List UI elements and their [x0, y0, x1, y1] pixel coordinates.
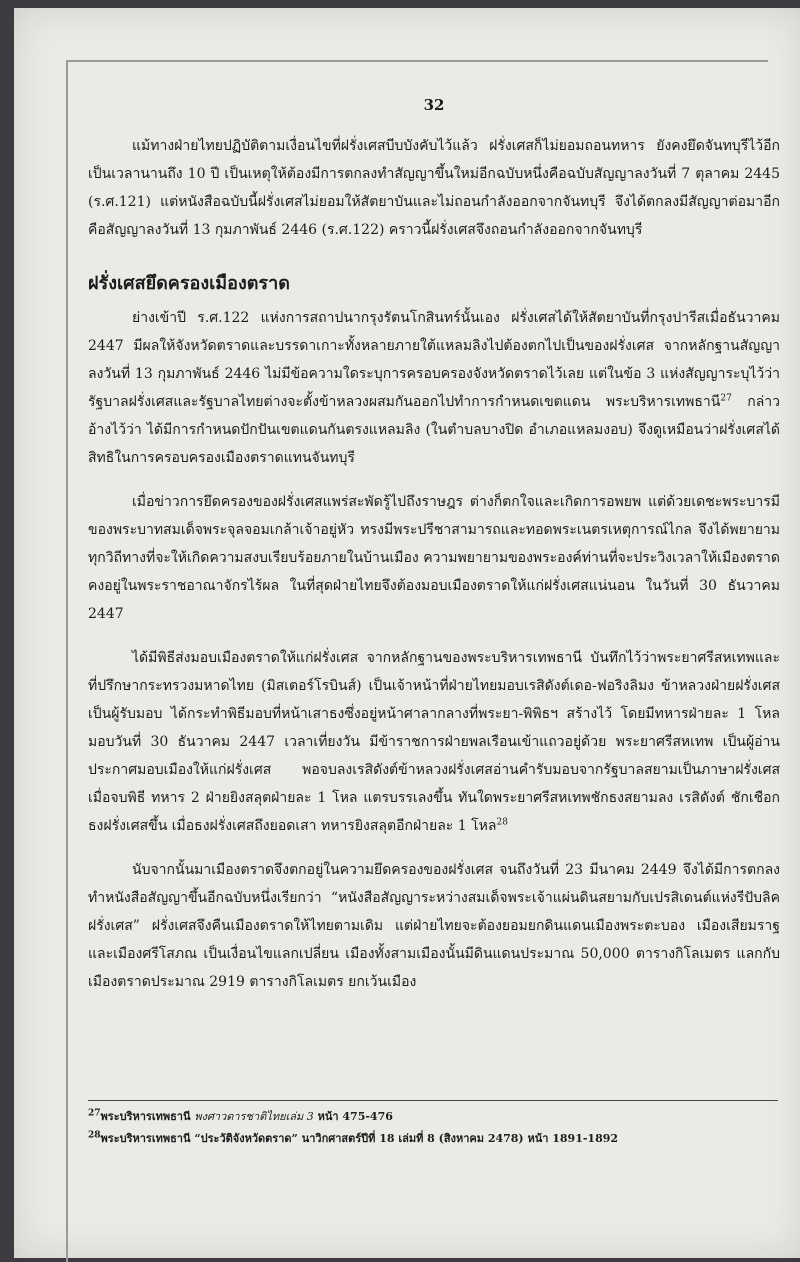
- paragraph-3: เมื่อข่าวการยึดครองของฝรั่งเศสแพร่สะพัดรู้ไปถึงราษฎร ต่างก็ตกใจและเกิดการอพยพ แต่ด้วยเดชะพระบารมีของพระบาทสมเด็จพระจุลจอมเกล้าเจ้าอยู่หัว ทรงมีพระปรีชาสามารถและทอดพระเนตรเหตุการณ์ไกล จึงได้พยายามทุกวิถีทางที่จะให้เกิดความสงบเรียบร้อยภายในบ้านเมือง ความพยายามของพระองค์ท่านที่จะประวิงเวลาให้เมืองตราดคงอยู่ในพระราชอาณาจักรไร้ผล ในที่สุดฝ่ายไทยจึงต้องมอบเมืองตราดให้แก่ฝรั่งเศสแน่นอน ในวันที่ 30 ธันวาคม 2447: [88, 494, 780, 622]
- paragraph-2: [88, 304, 780, 472]
- paragraph-5: นับจากนั้นมาเมืองตราดจึงตกอยู่ในความยึดครองของฝรั่งเศส จนถึงวันที่ 23 มีนาคม 2449 จึงได้มีการตกลงทำหนังสือสัญญาขึ้นอีกฉบับหนึ่งเรียกว่า “หนังสือสัญญาระหว่างสมเด็จพระเจ้าแผ่นดินสยามกับเปรสิเดนต์แห่งรีปับลิคฝรั่งเศส” ฝรั่งเศสจึงคืนเมืองตราดให้ไทยตามเดิม แต่ฝ่ายไทยจะต้องยอมยกดินแดนเมืองพระตะบอง เมืองเสียมราฐและเมืองศรีโสภณ เป็นเงื่อนไขแลกเปลี่ยน เมืองทั้งสามเมืองนั้นมีดินแดนประมาณ 50,000 ตารางกิโลเมตร แลกกับเมืองตราดประมาณ 2919 ตารางกิโลเมตร ยกเว้นเมือง: [88, 862, 780, 990]
- footnote-28-text: พระบริหารเทพธานี “ประวัติจังหวัดตราด” นาวิกศาสตร์ปีที่ 18 เล่มที่ 8 (สิงหาคม 2478) หน้า 1891-1892: [100, 1132, 619, 1145]
- paragraph-2-part-b: กล่าวอ้างไว้ว่า ได้มีการกำหนดปักปันเขตแดนกันตรงแหลมลิง (ในตำบลบางปิด อำเภอแหลมงอบ) จึงดูเหมือนว่าฝรั่งเศสได้สิทธิในการครอบครองเมืองตราดแทนจันทบุรี: [88, 394, 780, 466]
- footnotes: [88, 1106, 780, 1150]
- footnote-27-publication: พงศาวดารชาติไทยเล่ม 3: [194, 1110, 314, 1123]
- footnote-27-pages: หน้า 475-476: [313, 1110, 393, 1123]
- footnote-27: [88, 1106, 780, 1128]
- footnote-27-author: พระบริหารเทพธานี: [100, 1110, 195, 1123]
- paragraph-1: แม้ทางฝ่ายไทยปฏิบัติตามเงื่อนไขที่ฝรั่งเศสบีบบังคับไว้แล้ว ฝรั่งเศสก็ไม่ยอมถอนทหาร ยังคงยึดจันทบุรีไว้อีกเป็นเวลานานถึง 10 ปี เป็นเหตุให้ต้องมีการตกลงทำสัญญาขึ้นใหม่อีกฉบับหนึ่งคือฉบับสัญญาลงวันที่ 7 ตุลาคม 2445 (ร.ศ.121) แต่หนังสือฉบับนี้ฝรั่งเศสไม่ยอมให้สัตยาบันและไม่ถอนกำลังออกจากจันทบุรี จึงได้ตกลงมีสัญญาต่อมาอีก คือสัญญาลงวันที่ 13 กุมภาพันธ์ 2446 (ร.ศ.122) คราวนี้ฝรั่งเศสจึงถอนกำลังออกจากจันทบุรี: [88, 138, 780, 238]
- footnote-28: [88, 1128, 780, 1150]
- footnote-28-number: 28: [88, 1130, 101, 1141]
- page-content: [88, 96, 780, 1012]
- footnote-ref-27[interactable]: 27: [720, 393, 732, 404]
- footnote-divider: [88, 1100, 778, 1101]
- paragraph-4: [88, 644, 780, 840]
- paragraph-2-part-a: ย่างเข้าปี ร.ศ.122 แห่งการสถาปนากรุงรัตนโกสินทร์นั้นเอง ฝรั่งเศสได้ให้สัตยาบันที่กรุงปารีสเมื่อธันวาคม 2447 มีผลให้จังหวัดตราดและบรรดาเกาะทั้งหลายภายใต้แหลมลิงไปต้องตกไปเป็นของฝรั่งเศส จากหลักฐานสัญญาลงวันที่ 13 กุมภาพันธ์ 2446 ไม่มีข้อความใดระบุการครอบครองจังหวัดตราดไว้เลย แต่ในข้อ 3 แห่งสัญญาระบุไว้ว่า รัฐบาลฝรั่งเศสและรัฐบาลไทยต่างจะตั้งข้าหลวงผสมกันออกไปทำการกำหนดเขตแดน พระบริหารเทพธานี: [88, 310, 780, 410]
- page-number: 32: [423, 96, 445, 114]
- footnote-27-number: 27: [88, 1108, 101, 1119]
- section-heading: ฝรั่งเศสยึดครองเมืองตราด: [88, 273, 290, 294]
- footnote-ref-28[interactable]: 28: [496, 817, 508, 828]
- paragraph-4-text: ได้มีพิธีส่งมอบเมืองตราดให้แก่ฝรั่งเศส จากหลักฐานของพระบริหารเทพธานี บันทึกไว้ว่าพระยาศรีสหเทพและที่ปรึกษากระทรวงมหาดไทย (มิสเตอร์โรบินส์) เป็นเจ้าหน้าที่ฝ่ายไทยมอบเรสิดังต์เดอ-ฟอริงลิมง ข้าหลวงฝ่ายฝรั่งเศสเป็นผู้รับมอบ ได้กระทำพิธีมอบที่หน้าเสาธงซึ่งอยู่หน้าศาลากลางที่พระยา-พิพิธฯ สร้างไว้ โดยมีทหารฝ่ายละ 1 โหล มอบวันที่ 30 ธันวาคม 2447 เวลาเที่ยงวัน มีข้าราชการฝ่ายพลเรือนเข้าแถวอยู่ด้วย พระยาศรีสหเทพ เป็นผู้อ่านประกาศมอบเมืองให้แก่ฝรั่งเศส พอจบลงเรสิดังต์ข้าหลวงฝรั่งเศสอ่านคำรับมอบจากรัฐบาลสยามเป็นภาษาฝรั่งเศส เมื่อจบพิธี ทหาร 2 ฝ่ายยิงสลุตฝ่ายละ 1 โหล แตรบรรเลงขึ้น ทันใดพระยาศรีสหเทพชักธงสยามลง เรสิดังต์ ชักเชือกธงฝรั่งเศสขึ้น เมื่อธงฝรั่งเศสถึงยอดเสา ทหารยิงสลุตอีกฝ่ายละ 1 โหล: [88, 650, 780, 834]
